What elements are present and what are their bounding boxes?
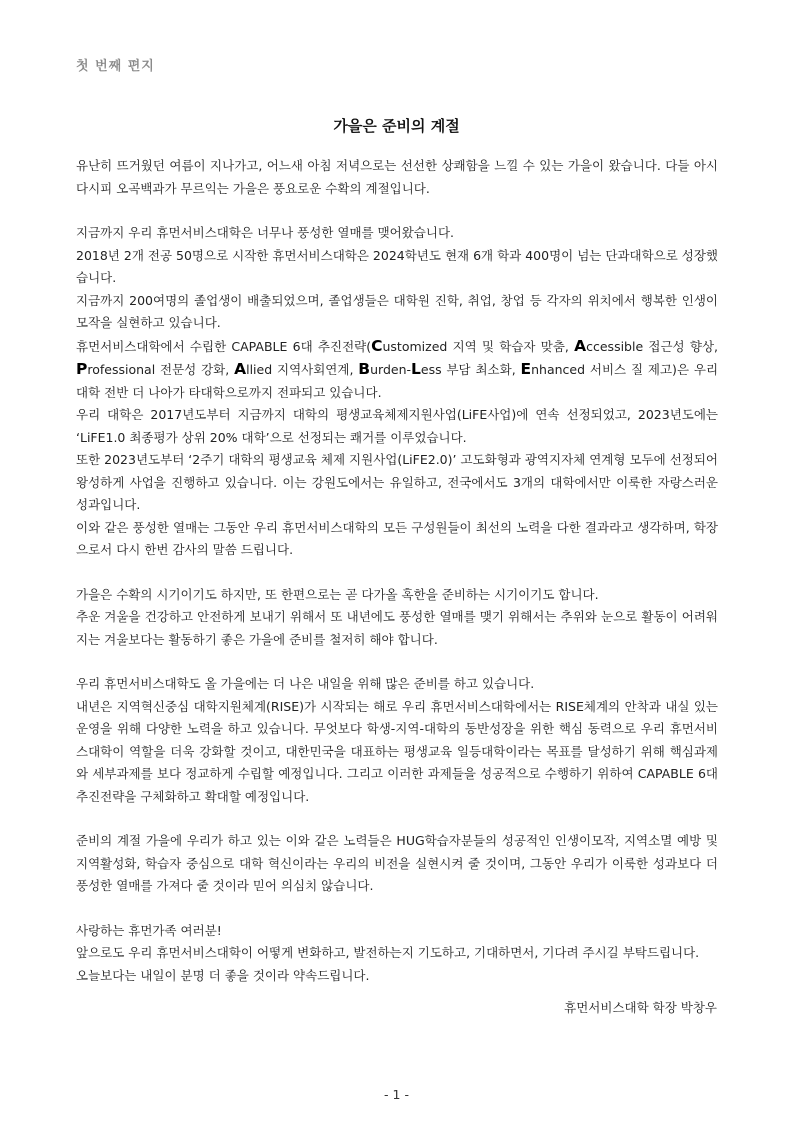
paragraph-fruits: 지금까지 우리 휴먼서비스대학은 너무나 풍성한 열매를 맺어왔습니다. <box>76 225 454 240</box>
paragraph-promise: 오늘보다는 내일이 분명 더 좋을 것이라 약속드립니다. <box>76 967 370 983</box>
paragraph-graduates: 지금까지 200여명의 졸업생이 배출되었으며, 졸업생들은 대학원 진학, 취업, 창업 등 각자의 위치에서 행복한 인생이모작을 실현하고 있습니다. <box>76 292 718 330</box>
paragraph-life2: 또한 2023년도부터 ‘2주기 대학의 평생교육 체제 지원사업(LiFE2.0)’ 고도화형과 광역지자체 연계형 모두에 선정되어 왕성하게 사업을 진행하고 있습니다. 이는 강원도에서는 유일하고, 전국에서도 3개의 대학에서만 이룩한 자랑스러운 성과입니다. <box>76 452 718 512</box>
paragraph-intro: 유난히 뜨거웠던 여름이 지나가고, 어느새 아침 저녁으로는 선선한 상쾌함을 느낄 수 있는 가을이 왔습니다. 다들 아시다시피 오곡백과가 무르익는 가을은 풍요로운 수확의 계절입니다. <box>76 158 718 196</box>
page-number: - 1 - <box>384 1087 409 1102</box>
letter-title: 가을은 준비의 계절 <box>333 117 460 135</box>
paragraph-winter: 추운 겨울을 건강하고 안전하게 보내기 위해서 또 내년에도 풍성한 열매를 맺기 위해서는 추위와 눈으로 활동이 어려워지는 겨울보다는 활동하기 좋은 가을에 준비를 철저히 해야 합니다. <box>76 609 718 647</box>
paragraph-autumn: 가을은 수확의 시기이기도 하지만, 또 한편으로는 곧 다가올 혹한을 준비하는 시기이기도 합니다. <box>76 586 599 602</box>
paragraph-life-project: 우리 대학은 2017년도부터 지금까지 대학의 평생교육체제지원사업(LiFE사업)에 연속 선정되었고, 2023년도에는 ‘LiFE1.0 최종평가 상위 20% 대학’으로 선정되는 쾌거를 이루었습니다. <box>76 407 718 445</box>
signature: 휴먼서비스대학 학장 박창우 <box>564 1000 717 1015</box>
letter-header: 첫 번째 편지 <box>76 59 155 74</box>
paragraph-strategy: 휴먼서비스대학에서 수립한 CAPABLE 6대 추진전략(Customized 지역 및 학습자 맞춤, Accessible 접근성 향상, Professional 전문성 강화, Allied 지역사회연계, Burden-Less 부담 최소화, Enhanced 서비스 질 제고)은 우리 대학 전반 더 나아가 타대학으로까지 전파되고 있습니다. <box>76 336 719 400</box>
paragraph-preparation: 우리 휴먼서비스대학도 올 가을에는 더 나은 내일을 위해 많은 준비를 하고 있습니다. <box>76 676 535 691</box>
paragraph-rise: 내년은 지역혁신중심 대학지원체계(RISE)가 시작되는 해로 우리 휴먼서비스대학에서는 RISE체계의 안착과 내실 있는 운영을 위해 다양한 노력을 하고 있습니다. 무엇보다 학생-지역-대학의 동반성장을 위한 핵심 동력으로 우리 휴먼서비스대학이 역할을 더욱 강화할 것이고, 대한민국을 대표하는 평생교육 일등대학이라는 목표를 달성하기 위해 핵심과제와 세부과제를 보다 정교하게 수립할 예정입니다. 그리고 이러한 과제들을 성공적으로 수행하기 위하여 CAPABLE 6대 추진전략을 구체화하고 확대할 예정입니다. <box>76 698 718 804</box>
paragraph-request: 앞으로도 우리 휴먼서비스대학이 어떻게 변화하고, 발전하는지 기도하고, 기대하면서, 기다려 주시길 부탁드립니다. <box>76 945 700 960</box>
paragraph-vision: 준비의 계절 가을에 우리가 하고 있는 이와 같은 노력들은 HUG학습자분들의 성공적인 인생이모작, 지역소멸 예방 및 지역활성화, 학습자 중심으로 대학 혁신이라는 우리의 비전을 실현시켜 줄 것이며, 그동안 우리가 이룩한 성과보다 더 풍성한 열매를 가져다 줄 것이라 믿어 의심치 않습니다. <box>76 833 718 893</box>
paragraph-greeting: 사랑하는 휴먼가족 여러분! <box>76 922 222 938</box>
paragraph-thanks: 이와 같은 풍성한 열매는 그동안 우리 휴먼서비스대학의 모든 구성원들이 최선의 노력을 다한 결과라고 생각하며, 학장으로서 다시 한번 감사의 말씀 드립니다. <box>76 519 718 557</box>
paragraph-growth: 2018년 2개 전공 50명으로 시작한 휴먼서비스대학은 2024학년도 현재 6개 학과 400명이 넘는 단과대학으로 성장했습니다. <box>76 247 718 285</box>
letter-body <box>76 155 718 987</box>
